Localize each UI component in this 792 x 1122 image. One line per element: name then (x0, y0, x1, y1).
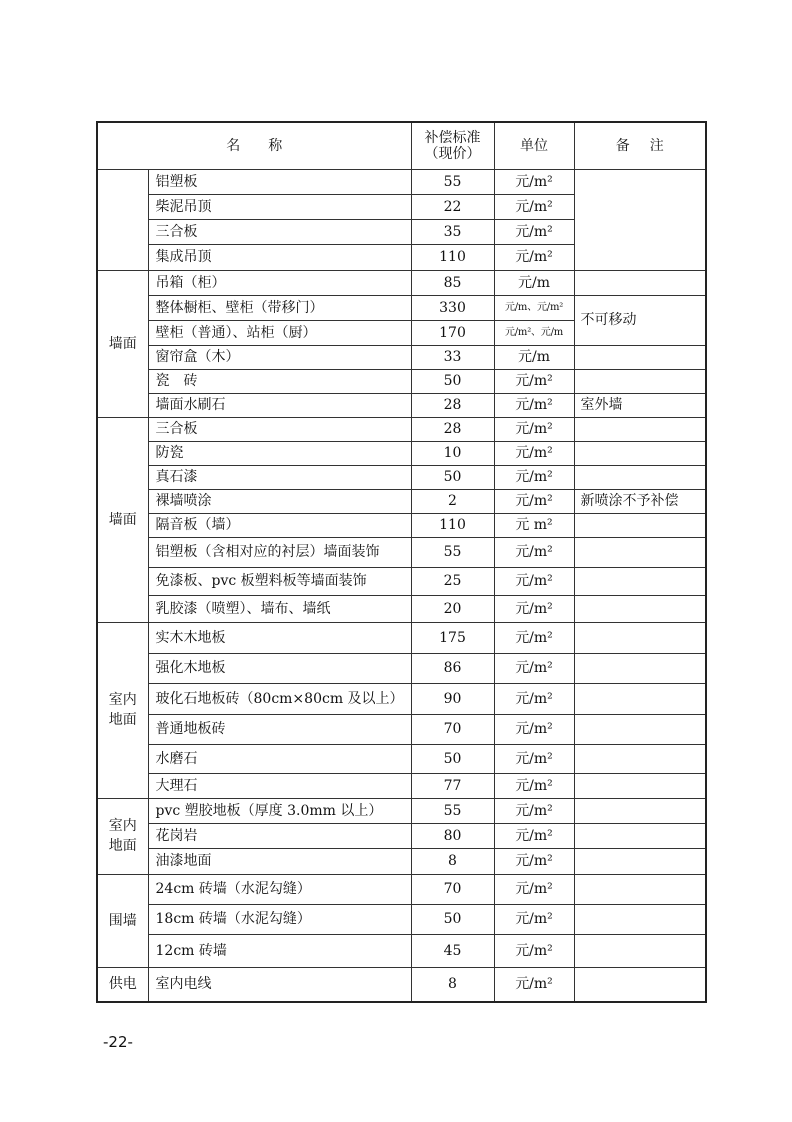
item-note (574, 744, 706, 773)
item-note (574, 874, 706, 904)
item-name: 三合板 (148, 219, 411, 244)
item-price: 33 (411, 345, 494, 369)
item-price: 50 (411, 465, 494, 489)
merged-note: 不可移动 (574, 295, 706, 345)
item-name: 乳胶漆（喷塑）、墙布、墙纸 (148, 595, 411, 622)
table-row (97, 683, 706, 714)
table-row (97, 848, 706, 874)
item-note: 室外墙 (574, 393, 706, 417)
item-note (574, 934, 706, 967)
item-unit: 元/m² (494, 441, 574, 465)
header-name: 名称 (97, 122, 411, 169)
item-price: 50 (411, 369, 494, 393)
category-cell: 室内 地面 (97, 622, 148, 798)
header-price: 补偿标准 （现价） (411, 122, 494, 169)
item-note (574, 714, 706, 744)
item-name: 真石漆 (148, 465, 411, 489)
item-note (574, 465, 706, 489)
item-note (574, 848, 706, 874)
item-unit: 元/m、元/m² (494, 295, 574, 320)
item-name: 实木木地板 (148, 622, 411, 653)
table-row (97, 595, 706, 622)
item-price: 50 (411, 904, 494, 934)
item-unit: 元/m² (494, 773, 574, 798)
item-price: 70 (411, 714, 494, 744)
table-row (97, 874, 706, 904)
item-note (574, 345, 706, 369)
table-row (97, 393, 706, 417)
item-name: 隔音板（墙） (148, 513, 411, 537)
item-name: 墙面水刷石 (148, 393, 411, 417)
table-row (97, 714, 706, 744)
item-name: 大理石 (148, 773, 411, 798)
item-unit: 元/m² (494, 194, 574, 219)
item-price: 175 (411, 622, 494, 653)
category-cell (97, 169, 148, 270)
item-note: 新喷涂不予补偿 (574, 489, 706, 513)
item-price: 2 (411, 489, 494, 513)
item-unit: 元/m² (494, 848, 574, 874)
item-note (574, 773, 706, 798)
item-unit: 元/m² (494, 169, 574, 194)
item-name: 壁柜（普通）、站柜（厨） (148, 320, 411, 345)
item-note (574, 169, 706, 270)
item-name: 防瓷 (148, 441, 411, 465)
item-unit: 元/m² (494, 798, 574, 823)
item-note (574, 417, 706, 441)
table-row (97, 417, 706, 441)
item-price: 55 (411, 169, 494, 194)
item-note (574, 683, 706, 714)
item-unit: 元/m² (494, 595, 574, 622)
item-unit: 元/m² (494, 244, 574, 270)
item-unit: 元/m² (494, 219, 574, 244)
table-row (97, 537, 706, 567)
item-name: 12cm 砖墙 (148, 934, 411, 967)
table-row (97, 465, 706, 489)
item-name: 裸墙喷涂 (148, 489, 411, 513)
item-price: 8 (411, 848, 494, 874)
item-note (574, 595, 706, 622)
table-row (97, 904, 706, 934)
item-price: 86 (411, 653, 494, 683)
table-row (97, 295, 706, 320)
table-row (97, 345, 706, 369)
table-row (97, 823, 706, 848)
item-unit: 元/m² (494, 465, 574, 489)
item-unit: 元/m² (494, 489, 574, 513)
item-note (574, 513, 706, 537)
table-row (97, 369, 706, 393)
category-cell: 墙面 (97, 417, 148, 622)
item-name: 瓷 砖 (148, 369, 411, 393)
item-price: 45 (411, 934, 494, 967)
item-price: 90 (411, 683, 494, 714)
item-unit: 元/m² (494, 744, 574, 773)
item-unit: 元/m² (494, 874, 574, 904)
item-price: 50 (411, 744, 494, 773)
item-unit: 元 m² (494, 513, 574, 537)
item-unit: 元/m² (494, 714, 574, 744)
table-row (97, 622, 706, 653)
item-unit: 元/m²、元/m (494, 320, 574, 345)
item-name: 窗帘盒（木） (148, 345, 411, 369)
item-unit: 元/m² (494, 622, 574, 653)
item-price: 80 (411, 823, 494, 848)
item-unit: 元/m² (494, 823, 574, 848)
item-price: 28 (411, 417, 494, 441)
table-row (97, 934, 706, 967)
item-unit: 元/m (494, 345, 574, 369)
compensation-table (96, 121, 707, 1003)
header-note: 备注 (574, 122, 706, 169)
item-name: 免漆板、pvc 板塑料板等墙面装饰 (148, 567, 411, 595)
table-row (97, 798, 706, 823)
item-unit: 元/m (494, 270, 574, 295)
item-name: 吊箱（柜） (148, 270, 411, 295)
page-number: -22- (103, 1033, 133, 1051)
item-price: 25 (411, 567, 494, 595)
category-cell: 室内 地面 (97, 798, 148, 874)
item-name: 柴泥吊顶 (148, 194, 411, 219)
item-price: 85 (411, 270, 494, 295)
item-price: 35 (411, 219, 494, 244)
item-name: pvc 塑胶地板（厚度 3.0mm 以上） (148, 798, 411, 823)
item-price: 170 (411, 320, 494, 345)
category-cell: 围墙 (97, 874, 148, 967)
item-name: 强化木地板 (148, 653, 411, 683)
item-name: 三合板 (148, 417, 411, 441)
item-unit: 元/m² (494, 369, 574, 393)
item-unit: 元/m² (494, 683, 574, 714)
category-cell: 墙面 (97, 270, 148, 417)
item-price: 77 (411, 773, 494, 798)
item-price: 8 (411, 967, 494, 1002)
item-price: 55 (411, 537, 494, 567)
item-note (574, 653, 706, 683)
item-price: 110 (411, 244, 494, 270)
item-price: 55 (411, 798, 494, 823)
table-row (97, 744, 706, 773)
item-name: 24cm 砖墙（水泥勾缝） (148, 874, 411, 904)
item-note (574, 622, 706, 653)
item-name: 铝塑板 (148, 169, 411, 194)
item-price: 20 (411, 595, 494, 622)
table-row (97, 441, 706, 465)
item-price: 10 (411, 441, 494, 465)
item-name: 玻化石地板砖（80cm×80cm 及以上） (148, 683, 411, 714)
item-unit: 元/m² (494, 393, 574, 417)
item-note (574, 441, 706, 465)
table-row (97, 169, 706, 194)
item-unit: 元/m² (494, 567, 574, 595)
category-cell: 供电 (97, 967, 148, 1002)
item-unit: 元/m² (494, 904, 574, 934)
table-row (97, 567, 706, 595)
item-name: 花岗岩 (148, 823, 411, 848)
item-price: 70 (411, 874, 494, 904)
item-name: 普通地板砖 (148, 714, 411, 744)
item-name: 18cm 砖墙（水泥勾缝） (148, 904, 411, 934)
item-note (574, 798, 706, 823)
item-name: 整体橱柜、壁柜（带移门） (148, 295, 411, 320)
item-unit: 元/m² (494, 537, 574, 567)
item-name: 集成吊顶 (148, 244, 411, 270)
table-header-row (97, 122, 706, 169)
item-name: 油漆地面 (148, 848, 411, 874)
item-unit: 元/m² (494, 417, 574, 441)
item-price: 110 (411, 513, 494, 537)
item-price: 330 (411, 295, 494, 320)
item-note (574, 967, 706, 1002)
table-row (97, 489, 706, 513)
item-note (574, 904, 706, 934)
table-row (97, 653, 706, 683)
item-note (574, 537, 706, 567)
item-unit: 元/m² (494, 653, 574, 683)
table-row (97, 773, 706, 798)
header-unit: 单位 (494, 122, 574, 169)
table-row (97, 967, 706, 1002)
item-note (574, 823, 706, 848)
item-note (574, 270, 706, 295)
item-name: 铝塑板（含相对应的衬层）墙面装饰 (148, 537, 411, 567)
item-name: 水磨石 (148, 744, 411, 773)
item-price: 28 (411, 393, 494, 417)
item-unit: 元/m² (494, 934, 574, 967)
item-name: 室内电线 (148, 967, 411, 1002)
table-row (97, 513, 706, 537)
item-unit: 元/m² (494, 967, 574, 1002)
item-price: 22 (411, 194, 494, 219)
item-note (574, 369, 706, 393)
item-note (574, 567, 706, 595)
table-row (97, 270, 706, 295)
